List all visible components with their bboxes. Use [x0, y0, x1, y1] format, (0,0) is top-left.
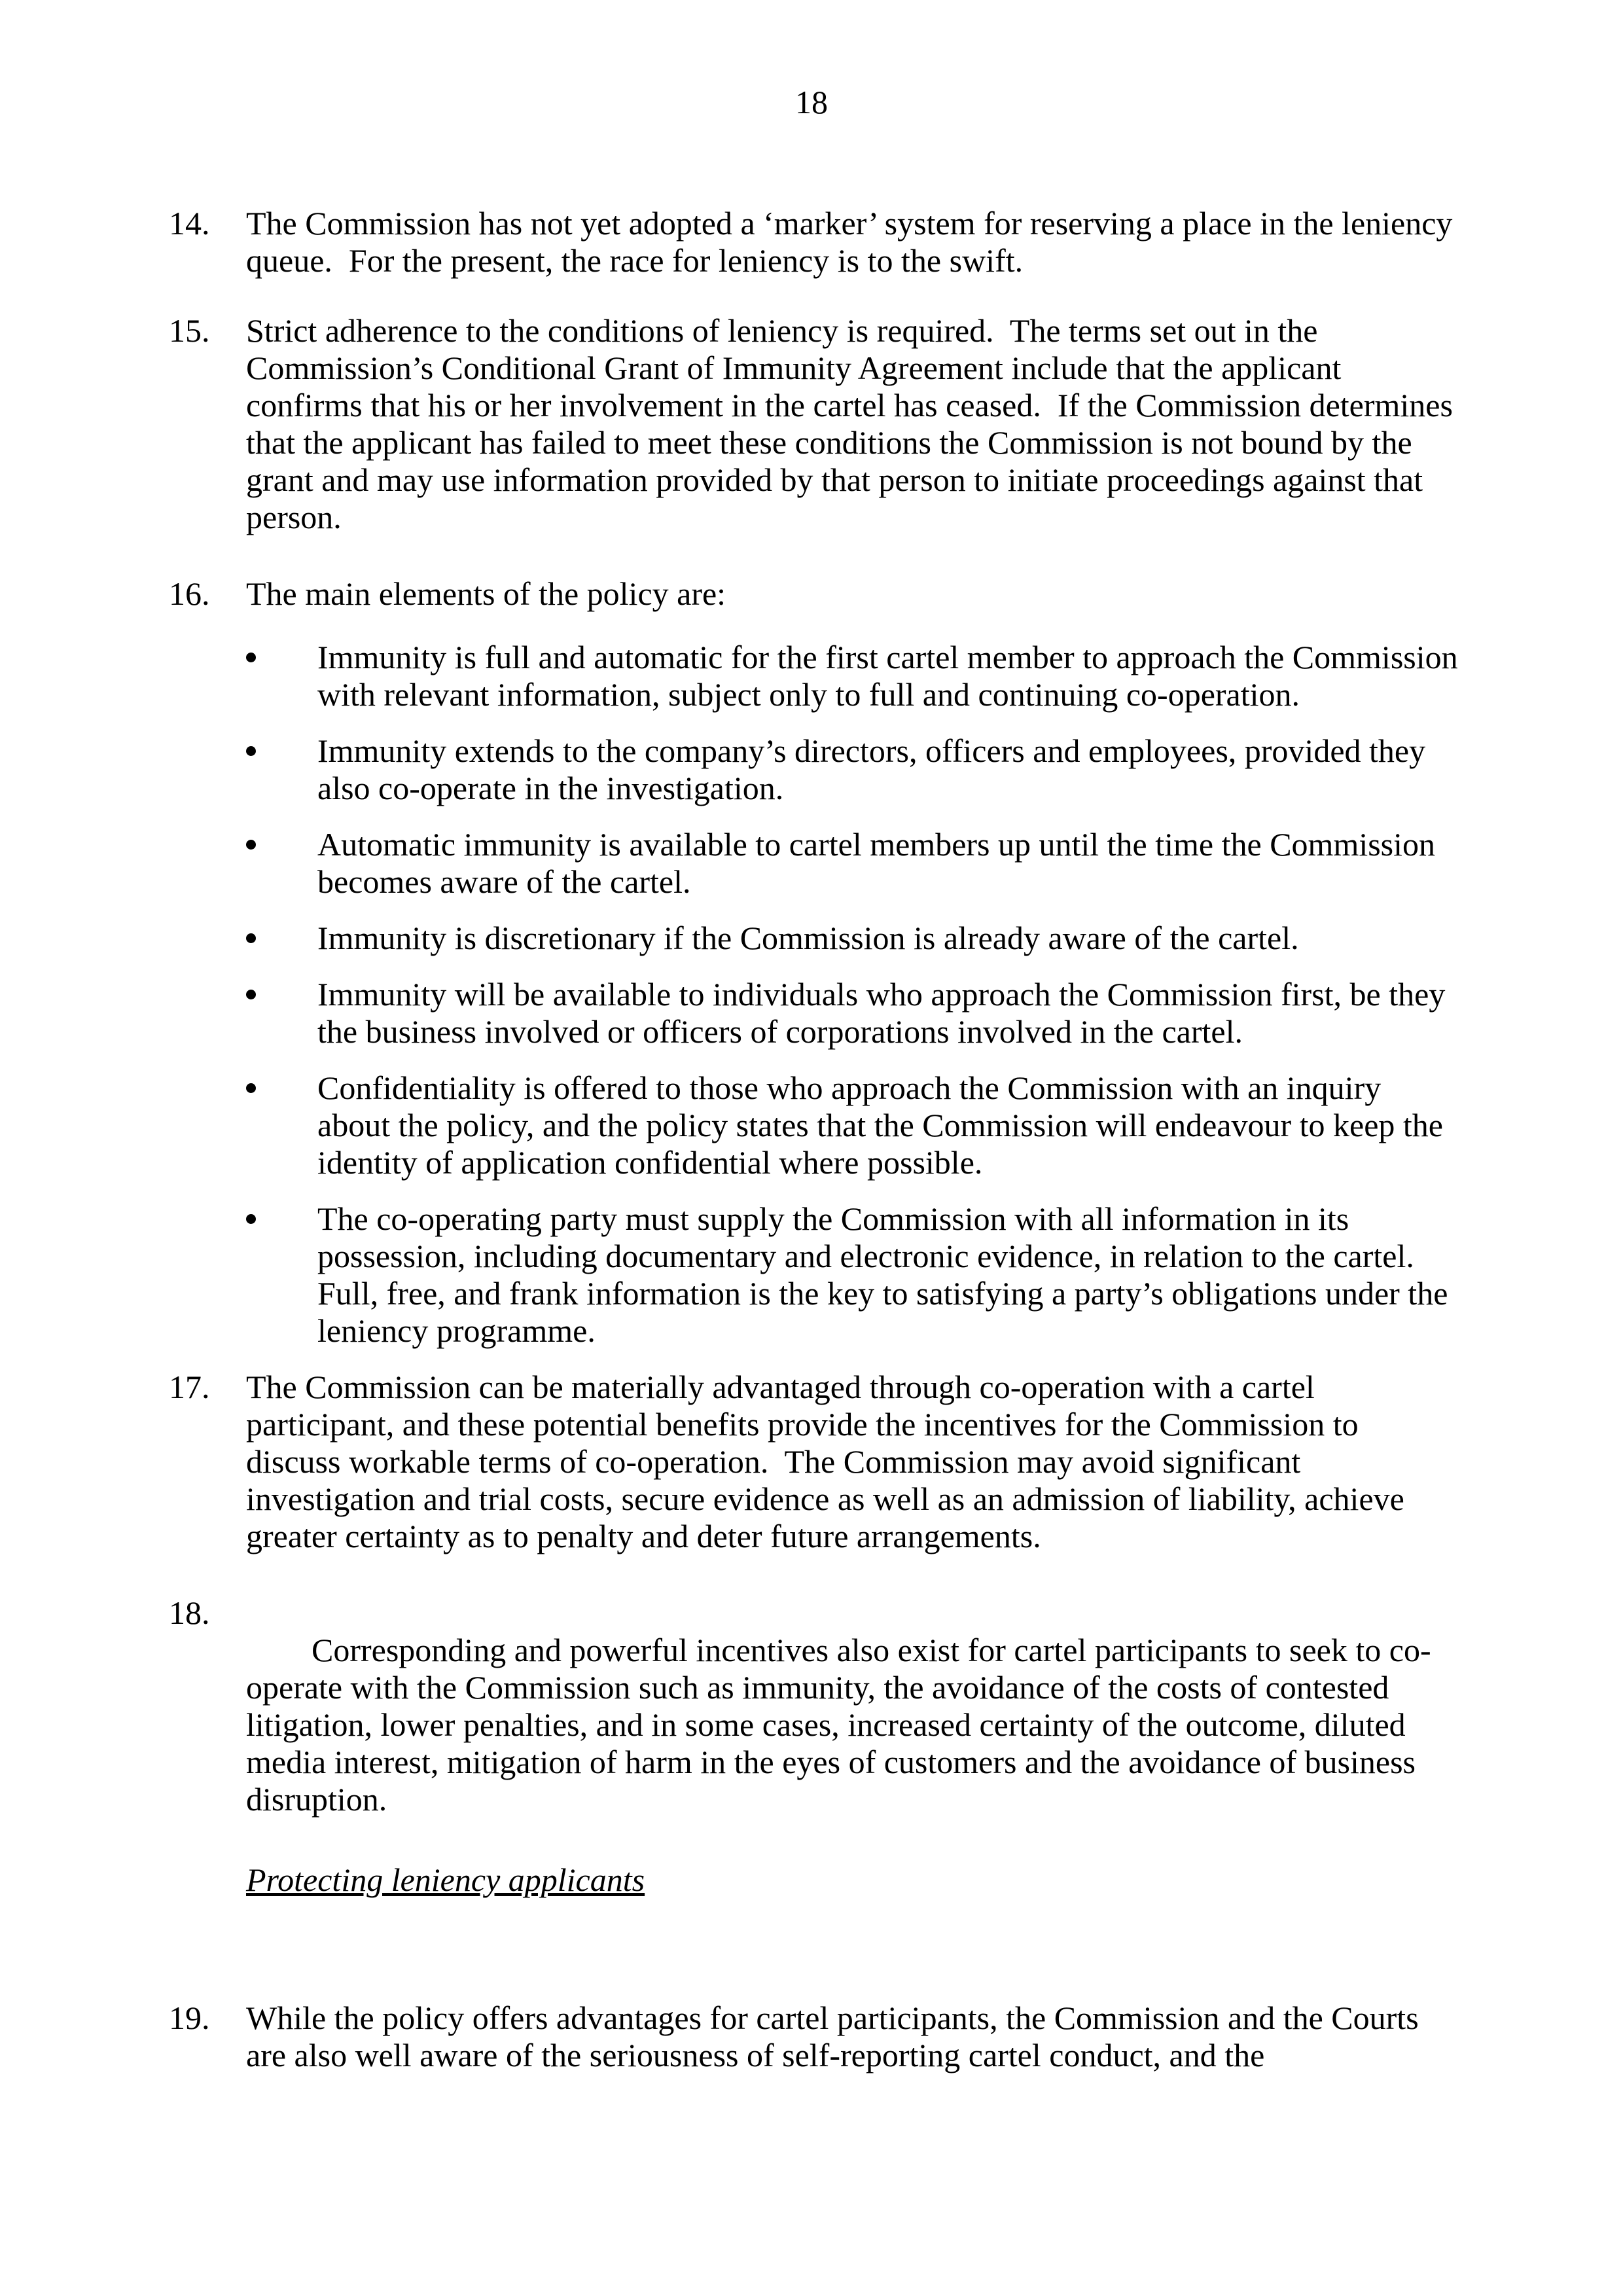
- page-content: [0, 205, 1623, 2074]
- bullet-dot-icon: [246, 746, 256, 756]
- paragraph-14-number: 14.: [169, 205, 210, 242]
- bullet-dot-icon: [246, 1214, 256, 1224]
- paragraph-19-text: While the policy offers advantages for cartel participants, the Commission and the Courts are also well aware of the seriousness of self-reporting cartel conduct, and the: [246, 2000, 1427, 2073]
- page-number: 18: [795, 84, 828, 120]
- paragraph-18: [169, 1594, 1459, 1973]
- bullet-text: Confidentiality is offered to those who approach the Commission with an inquiry about the policy, and the policy states that the Commission will endeavour to keep the identity of application confidential where possible.: [317, 1069, 1452, 1181]
- paragraph-15: [169, 312, 1459, 536]
- bullet-dot-icon: [246, 653, 256, 662]
- paragraph-17-text: The Commission can be materially advantaged through co-operation with a cartel participant, and these potential benefits provide the incentives for the Commission to discuss workable terms of co-operation. The Commission may avoid significant investigation and trial costs, secure evidence as well as an admission of liability, achieve greater certainty as to penalty and deter future arrangements.: [246, 1369, 1413, 1554]
- paragraph-14: [169, 205, 1459, 279]
- paragraph-16-number: 16.: [169, 575, 210, 612]
- bullet-item: [246, 732, 1459, 807]
- bullet-dot-icon: [246, 840, 256, 850]
- bullet-item: [246, 826, 1459, 901]
- paragraph-17: [169, 1369, 1459, 1555]
- bullet-text: Automatic immunity is available to cartel members up until the time the Commission becomes aware of the cartel.: [317, 826, 1444, 900]
- paragraph-18-number: 18.: [169, 1594, 210, 1631]
- paragraph-18-text: Corresponding and powerful incentives also exist for cartel participants to seek to co-operate with the Commission such as immunity, the avoidance of the costs of contested litigation, lower penalties, and in some cases, increased certainty of the outcome, diluted media interest, mitigation of harm in the eyes of customers and the avoidance of business disruption.: [246, 1632, 1431, 1818]
- bullet-dot-icon: [246, 990, 256, 999]
- bullet-dot-icon: [246, 933, 256, 943]
- bullet-item: [246, 1069, 1459, 1181]
- paragraph-16-text: The main elements of the policy are:: [246, 575, 726, 612]
- paragraph-16: [169, 575, 1459, 613]
- paragraph-19: [169, 2000, 1459, 2074]
- paragraph-19-number: 19.: [169, 2000, 210, 2036]
- paragraph-15-number: 15.: [169, 312, 210, 349]
- bullet-item: [246, 920, 1459, 957]
- bullet-item: [246, 639, 1467, 713]
- bullet-text: Immunity is discretionary if the Commission is already aware of the cartel.: [317, 920, 1299, 956]
- bullet-item: [246, 1200, 1459, 1350]
- bullet-item: [246, 976, 1459, 1050]
- bullet-text: Immunity extends to the company’s directors, officers and employees, provided they also co-operate in the investigation.: [317, 732, 1434, 806]
- bullet-text: Immunity is full and automatic for the first cartel member to approach the Commission with relevant information, subject only to full and continuing co-operation.: [317, 639, 1467, 713]
- bullet-text: Immunity will be available to individuals who approach the Commission first, be they the business involved or officers of corporations involved in the cartel.: [317, 976, 1454, 1050]
- policy-bullet-list: [246, 639, 1467, 1350]
- subheading-protecting-leniency-applicants: Protecting leniency applicants: [246, 1861, 645, 1898]
- bullet-text: The co-operating party must supply the Commission with all information in its possession, including documentary and electronic evidence, in relation to the cartel. Full, free, and frank information is the key to satisfying a party’s obligations under the leniency programme.: [317, 1200, 1456, 1349]
- paragraph-17-number: 17.: [169, 1369, 210, 1405]
- paragraph-15-text: Strict adherence to the conditions of leniency is required. The terms set out in the Commission’s Conditional Grant of Immunity Agreement include that the applicant confirms that his or her involvement in the cartel has ceased. If the Commission determines that the applicant has failed to meet these conditions the Commission is not bound by the grant and may use information provided by that person to initiate proceedings against that person.: [246, 312, 1461, 535]
- bullet-dot-icon: [246, 1083, 256, 1093]
- paragraph-14-text: The Commission has not yet adopted a ‘marker’ system for reserving a place in the leniency queue. For the present, the race for leniency is to the swift.: [246, 205, 1461, 279]
